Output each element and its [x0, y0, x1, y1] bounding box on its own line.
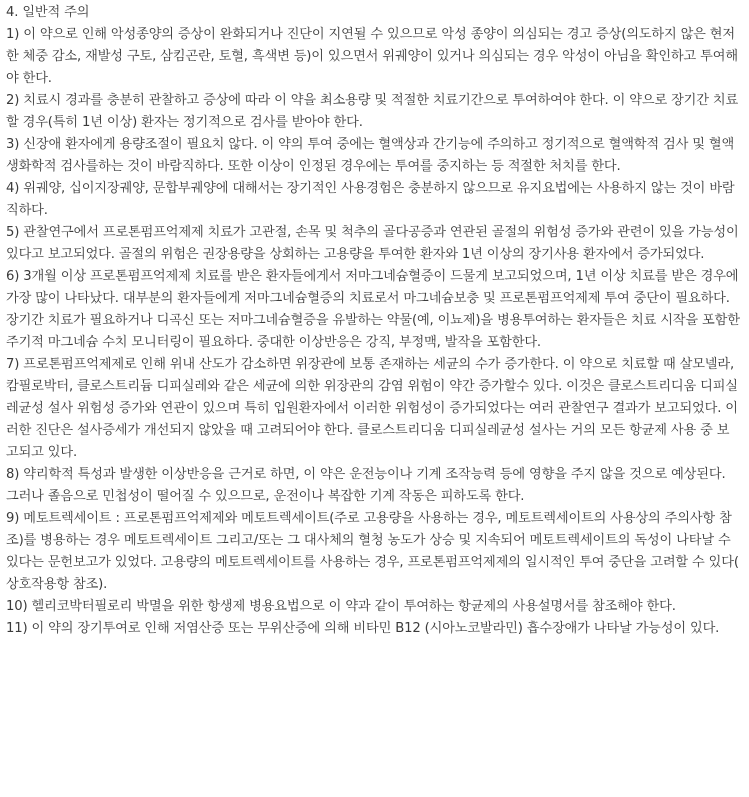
paragraph-10: 10) 헬리코박터필로리 박멸을 위한 항생제 병용요법으로 이 약과 같이 투여하는 항균제의 사용설명서를 참조해야 한다. [6, 599, 676, 614]
paragraph-6: 6) 3개월 이상 프로톤펌프억제제 치료를 받은 환자들에게서 저마그네슘혈증이 드물게 보고되었으며, 1년 이상 치료를 받은 경우에 가장 많이 나타났다. 대부분의 환자들에게 저마그네슘혈증의 치료로서 마그네슘보충 및 프로톤펌프억제제 투여 중단이 필요하다. 장기간 치료가 필요하거나 디곡신 또는 저마그네슘혈증을 유발하는 약물(예, 이뇨제)을 병용투여하는 환자들은 치료 시작을 포함한 주기적 마그네슘 수치 모니터링이 필요하다. 중대한 이상반응은 강직, 부정맥, 발작을 포함한다. [6, 269, 740, 350]
paragraph-9: 9) 메토트렉세이트 : 프로톤펌프억제제와 메토트렉세이트(주로 고용량을 사용하는 경우, 메토트렉세이트의 사용상의 주의사항 참조)를 병용하는 경우 메토트렉세이트 그리고/또는 그 대사체의 혈청 농도가 상승 및 지속되어 메토트렉세이트의 독성이 나타날 수 있다는 문헌보고가 있었다. 고용량의 메토트렉세이트를 사용하는 경우, 프로톤펌프억제제의 일시적인 투여 중단을 고려할 수 있다(상호작용항 참조). [6, 511, 739, 592]
paragraph-7: 7) 프로톤펌프억제제로 인해 위내 산도가 감소하면 위장관에 보통 존재하는 세균의 수가 증가한다. 이 약으로 치료할 때 살모넬라, 캄필로박터, 클로스트리듐 디피실레와 같은 세균에 의한 위장관의 감염 위험이 약간 증가할수 있다. 이것은 클로스트리디움 디피실레균성 설사 위험성 증가와 연관이 있으며 특히 입원환자에서 이러한 위험성이 증가되었다는 여러 관찰연구 결과가 보고되었다. 이러한 진단은 설사증세가 개선되지 않았을 때 고려되어야 한다. 클로스트리디움 디피실레균성 설사는 거의 모든 항균제 사용 중 보고되고 있다. [6, 357, 738, 460]
section-heading: 4. 일반적 주의 [6, 5, 90, 20]
paragraph-1: 1) 이 약으로 인해 악성종양의 증상이 완화되거나 진단이 지연될 수 있으므로 악성 종양이 의심되는 경고 증상(의도하지 않은 현저한 체중 감소, 재발성 구토, 삼킴곤란, 토혈, 흑색변 등)이 있으면서 위궤양이 있거나 의심되는 경우 악성이 아님을 확인하고 투여해야 한다. [6, 27, 738, 86]
paragraph-5: 5) 관찰연구에서 프로톤펌프억제제 치료가 고관절, 손목 및 척추의 골다공증과 연관된 골절의 위험성 증가와 관련이 있을 가능성이 있다고 보고되었다. 골절의 위험은 권장용량을 상회하는 고용량을 투여한 환자와 1년 이상의 장기사용 환자에서 증가되었다. [6, 225, 739, 262]
paragraph-11: 11) 이 약의 장기투여로 인해 저염산증 또는 무위산증에 의해 비타민 B12 (시아노코발라민) 흡수장애가 나타날 가능성이 있다. [6, 621, 720, 636]
paragraph-2: 2) 치료시 경과를 충분히 관찰하고 증상에 따라 이 약을 최소용량 및 적절한 치료기간으로 투여하여야 한다. 이 약으로 장기간 치료할 경우(특히 1년 이상) 환자는 정기적으로 검사를 받아야 한다. [6, 93, 739, 130]
paragraph-4: 4) 위궤양, 십이지장궤양, 문합부궤양에 대해서는 장기적인 사용경험은 충분하지 않으므로 유지요법에는 사용하지 않는 것이 바람직하다. [6, 181, 735, 218]
paragraph-8: 8) 약리학적 특성과 발생한 이상반응을 근거로 하면, 이 약은 운전능이나 기계 조작능력 등에 영향을 주지 않을 것으로 예상된다. 그러나 졸음으로 민첩성이 떨어질 수 있으므로, 운전이나 복잡한 기계 작동은 피하도록 한다. [6, 467, 726, 504]
paragraph-3: 3) 신장애 환자에게 용량조절이 필요치 않다. 이 약의 투여 중에는 혈액상과 간기능에 주의하고 정기적으로 혈액학적 검사 및 혈액생화학적 검사를하는 것이 바람직하다. 또한 이상이 인정된 경우에는 투여를 중지하는 등 적절한 처치를 한다. [6, 137, 735, 174]
